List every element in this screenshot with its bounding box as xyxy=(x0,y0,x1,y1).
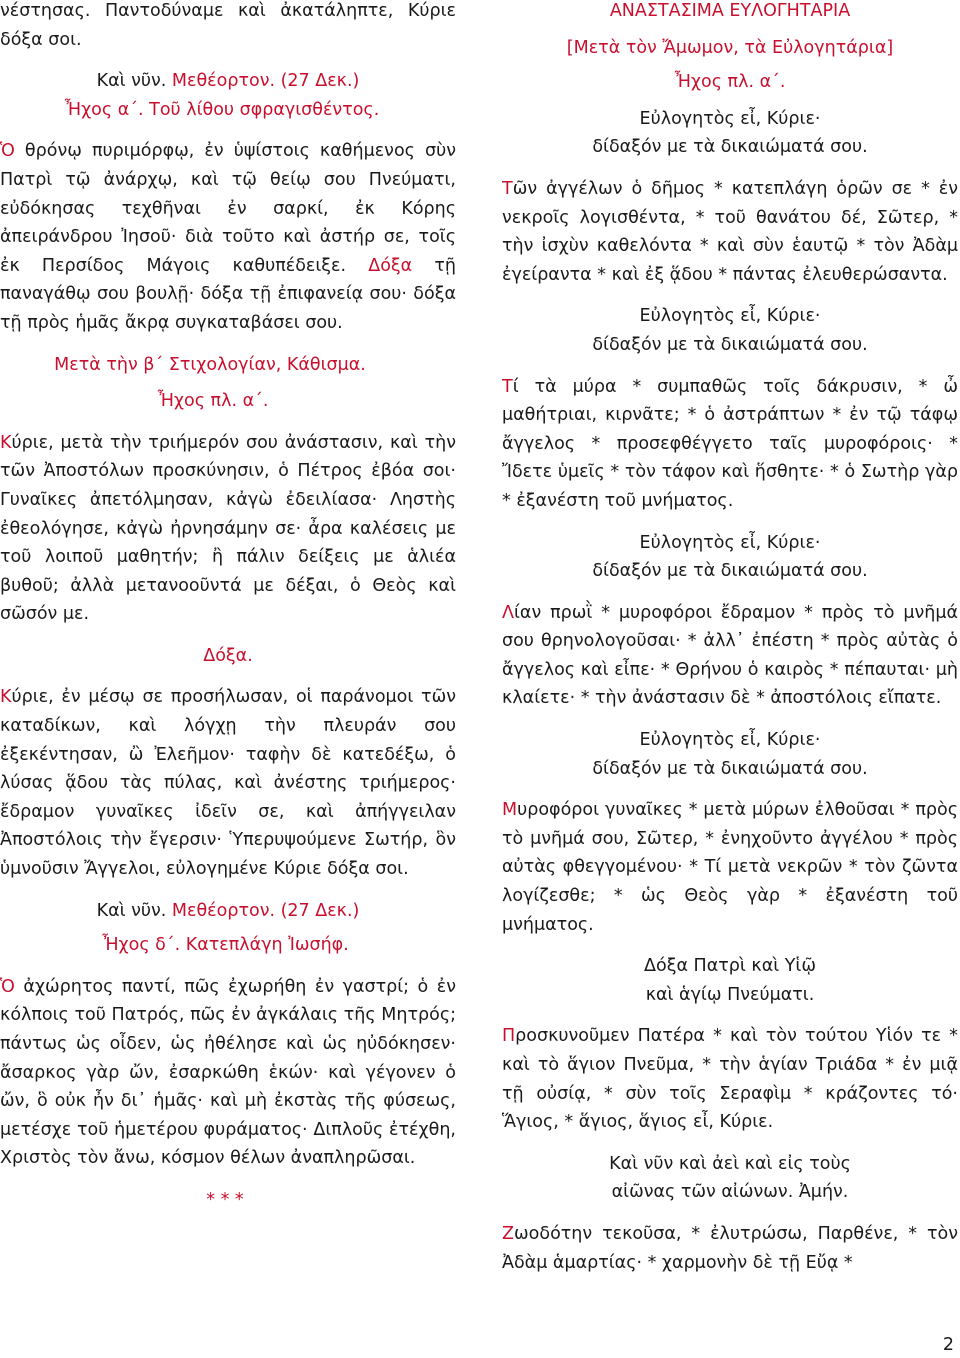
echos-heading: Ἦχος δ΄. Κατεπλάγη Ἰωσήφ. xyxy=(102,935,349,956)
hymn-paragraph xyxy=(0,973,456,1173)
doxa-rubric: Δόξα xyxy=(368,255,413,276)
section-separator: * * * xyxy=(206,1189,244,1210)
refrain-line: Εὐλογητὸς εἶ, Κύριε· xyxy=(639,730,821,751)
intro-tail: νέστησας. Παντοδύναμε καὶ ἀκατάληπτε, Κύριε δόξα σοι. xyxy=(0,1,456,50)
refrain-line: δίδαξόν με τὰ δικαιώματά σου. xyxy=(592,758,868,779)
trinity-hymn-text: ροσκυνοῦμεν Πατέρα * καὶ τὸν τούτου Υἱόν τε * καὶ τὸ ἅγιον Πνεῦμα, * τὴν ἁγίαν Τριάδα * ἐν μιᾷ τῇ οὐσίᾳ, * σὺν τοῖς Σεραφὶμ * κράζοντες τό· Ἅγιος, * ἅγιος, ἅγιος εἶ, Κύριε. xyxy=(502,1026,958,1133)
page-number: 2 xyxy=(942,1335,954,1355)
drop-initial: Κ xyxy=(0,432,12,453)
kai-nyn-label: Καὶ νῦν. xyxy=(96,900,167,921)
kai-nyn-heading xyxy=(0,67,456,96)
refrain-line: δίδαξόν με τὰ δικαιώματά σου. xyxy=(592,137,868,158)
troparion-text: ῶν ἀγγέλων ὁ δῆμος * κατεπλάγη ὁρῶν σε * ἐν νεκροῖς λογισθέντα, * τοῦ θανάτου δέ, Σῶτερ, * τὴν ἰσχὺν καθελόντα * καὶ σὺν ἑαυτῷ * τὸν Ἀδὰμ ἐγείραντα * καὶ ἐξ ᾅδου * πάντας ἐλευθερώσαντα. xyxy=(502,178,958,285)
metheorton-label: Μεθέορτον. (27 Δεκ.) xyxy=(166,71,360,92)
kai-nyn-label: Καὶ νῦν. xyxy=(96,71,167,92)
hymn-paragraph xyxy=(0,137,456,337)
drop-initial: Ζ xyxy=(502,1223,514,1244)
troparion xyxy=(502,796,958,939)
refrain-line: Εὐλογητὸς εἶ, Κύριε· xyxy=(639,306,821,327)
drop-initial: Κ xyxy=(0,687,12,708)
hymn-text: ύριε, ἐν μέσῳ σε προσήλωσαν, οἱ παράνομοι τῶν καταδίκων, καὶ λόγχῃ τὴν πλευράν σου ἐξεκέντησαν, ὢ Ἐλεῆμον· ταφὴν δὲ κατεδέξω, ὁ λύσας ᾅδου τὰς πύλας, καὶ ἀνέστης τριήμερος· ἔδραμον γυναῖκες ἰδεῖν σε, καὶ ἀπήγγειλαν Ἀποστόλοις τὴν ἔγερσιν· Ὑπερυψούμενε Σωτήρ, ὃν ὑμνοῦσιν Ἄγγελοι, εὐλογημένε Κύριε δόξα σοι. xyxy=(0,687,456,880)
echos-heading: Ἦχος πλ. α΄. xyxy=(674,72,786,93)
right-column xyxy=(502,0,958,1277)
refrain-line: Εὐλογητὸς εἶ, Κύριε· xyxy=(639,532,821,553)
drop-initial: Ὁ xyxy=(0,976,15,997)
troparion-text: υροφόροι γυναῖκες * μετὰ μύρων ἐλθοῦσαι * πρὸς τὸ μνῆμά σου, Σῶτερ, * ἐνηχοῦντο ἀγγέλου * πρὸς αὐτὰς φθεγγομένου· * Τί μετὰ νεκρῶν * τὸν ζῶντα λογίζεσθε; * ὡς Θεὸς γὰρ * ἐξανέστη τοῦ μνήματος. xyxy=(502,800,958,935)
drop-initial: Π xyxy=(502,1026,516,1047)
drop-initial: Τ xyxy=(502,178,513,199)
kai-nyn-heading xyxy=(0,897,456,926)
refrain-line: δίδαξόν με τὰ δικαιώματά σου. xyxy=(592,334,868,355)
refrain-line: δίδαξόν με τὰ δικαιώματά σου. xyxy=(592,561,868,582)
kathisma-heading: Μετὰ τὴν β΄ Στιχολογίαν, Κάθισμα. xyxy=(54,354,366,375)
theotokion-text: ωοδότην τεκοῦσα, * ἐλυτρώσω, Παρθένε, * τὸν Ἀδὰμ ἁμαρτίας· * χαρμονὴν δὲ τῇ Εὔᾳ * xyxy=(502,1223,958,1273)
section-title: ΑΝΑΣΤΑΣΙΜΑ ΕΥΛΟΓΗΤΑΡΙΑ xyxy=(609,1,851,21)
theotokion xyxy=(502,1220,958,1277)
hymn-paragraph xyxy=(0,429,456,629)
doxa-heading: Δόξα. xyxy=(203,645,253,666)
echos-heading: Ἦχος πλ. α΄. xyxy=(157,391,269,412)
drop-initial: Μ xyxy=(502,800,518,821)
left-column xyxy=(0,0,456,1215)
troparion xyxy=(502,175,958,289)
trinity-hymn xyxy=(502,1022,958,1136)
troparion-text: ί τὰ μύρα * συμπαθῶς τοῖς δάκρυσιν, * ὦ μαθήτριαι, κιρνᾶτε; * ὁ ἀστράπτων * ἐν τῷ τάφῳ ἄγγελος * προσεφθέγγετο ταῖς μυροφόροις· * Ἴδετε ὑμεῖς * τὸν τάφον καὶ ἥσθητε· * ὁ Σωτὴρ γὰρ * ἐξανέστη τοῦ μνήματος. xyxy=(502,376,958,511)
troparion-text: ίαν πρωῒ * μυροφόροι ἔδραμον * πρὸς τὸ μνῆμά σου θρηνολογοῦσαι· * ἀλλ᾽ ἐπέστη * πρὸς αὐτὰς ὁ ἄγγελος καὶ εἶπε· * Θρήνου ὁ καιρὸς * πέπαυται· μὴ κλαίετε· * τὴν ἀνάστασιν δὲ * ἀποστόλοις εἴπατε. xyxy=(502,602,958,709)
hymn-text: ύριε, μετὰ τὴν τριήμερόν σου ἀνάστασιν, καὶ τὴν τῶν Ἀποστόλων προσκύνησιν, ὁ Πέτρος ἐβόα σοι· Γυναῖκες ἀπετόλμησαν, κἀγὼ ἐδειλίασα· Ληστὴς ἐθεολόγησε, κἀγὼ ἠρνησάμην σε· ἆρα καλέσεις με τοῦ λοιποῦ μαθητήν; ἢ πάλιν δείξεις με ἁλιέα βυθοῦ; ἀλλὰ μετανοοῦντά με δέξαι, ὁ Θεὸς καὶ σῶσόν με. xyxy=(0,432,456,625)
hymn-text: τῇ παναγάθῳ σου βουλῇ· δόξα τῇ ἐπιφανείᾳ σου· δόξα τῇ πρὸς ἡμᾶς ἄκρᾳ συγκαταβάσει σου. xyxy=(0,255,456,333)
metheorton-label: Μεθέορτον. (27 Δεκ.) xyxy=(166,900,360,921)
section-subtitle: [Μετὰ τὸν Ἄμωμον, τὰ Εὐλογητάρια] xyxy=(566,37,894,58)
troparion xyxy=(502,599,958,713)
doxa-line: Δόξα Πατρὶ καὶ Υἱῷ xyxy=(644,956,816,977)
kai-nyn-line: Καὶ νῦν καὶ ἀεὶ καὶ εἰς τοὺς xyxy=(609,1153,851,1174)
doxa-line: καὶ ἁγίῳ Πνεύματι. xyxy=(645,984,815,1005)
refrain-line: Εὐλογητὸς εἶ, Κύριε· xyxy=(639,108,821,129)
troparion xyxy=(502,373,958,516)
hymn-paragraph xyxy=(0,683,456,883)
drop-initial: Λ xyxy=(502,602,514,623)
kai-nyn-line: αἰῶνας τῶν αἰώνων. Ἀμήν. xyxy=(611,1182,849,1203)
drop-initial: Τ xyxy=(502,376,513,397)
hymn-text: ἀχώρητος παντί, πῶς ἐχωρήθη ἐν γαστρί; ὁ ἐν κόλποις τοῦ Πατρός, πῶς ἐν ἀγκάλαις τῆς Μητρός; πάντως ὡς οἶδεν, ὡς ἠθέλησε καὶ ὡς ηὐδόκησεν· ἄσαρκος γὰρ ὤν, ἐσαρκώθη ἑκών· καὶ γέγονεν ὁ ὤν, ὃ οὐκ ἦν δι᾽ ἡμᾶς· καὶ μὴ ἐκστὰς τῆς φύσεως, μετέσχε τοῦ ἡμετέρου φυράματος· Διπλοῦς ἐτέχθη, Χριστὸς τὸν ἄνω, κόσμον θέλων ἀναπληρῶσαι. xyxy=(0,976,456,1169)
echos-heading: Ἦχος α΄. Τοῦ λίθου σφραγισθέντος. xyxy=(64,99,380,120)
drop-initial: Ὁ xyxy=(0,141,15,162)
hymn-text: θρόνῳ πυριμόρφῳ, ἐν ὑψίστοις καθήμενος σὺν Πατρὶ τῷ ἀνάρχῳ, καὶ τῷ θείῳ σου Πνεύματι, εὐδόκησας τεχθῆναι ἐν σαρκί, ἐκ Κόρης ἀπειράνδρου Ἰησοῦ· διὰ τοῦτο καὶ ἀστήρ σε, τοῖς ἐκ Περσίδος Μάγοις καθυπέδειξε. xyxy=(0,141,456,276)
